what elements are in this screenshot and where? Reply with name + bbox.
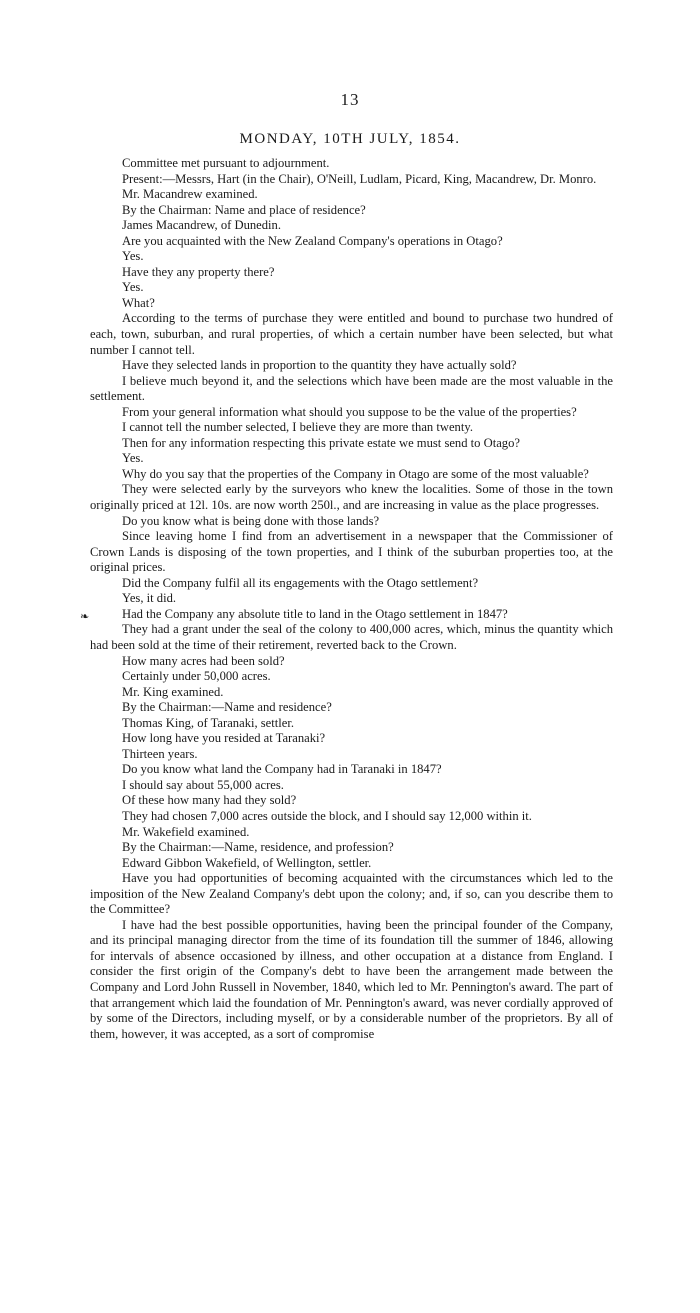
paragraph: Of these how many had they sold? bbox=[122, 793, 297, 808]
paragraph: They had chosen 7,000 acres outside the block, and I should say 12,000 within it. bbox=[122, 808, 532, 823]
paragraph: Have you had opportunities of becoming acquainted with the circumstances which led to the imposition of the New Zealand Company's debt upon the colony; and, if so, can you describe them to the Committee? bbox=[90, 871, 613, 917]
paragraph: Had the Company any absolute title to land in the Otago settlement in 1847? bbox=[122, 606, 508, 621]
paragraph: Then for any information respecting this private estate we must send to Otago? bbox=[122, 435, 520, 450]
margin-mark: ❧ bbox=[80, 611, 90, 623]
paragraph: I cannot tell the number selected, I believe they are more than twenty. bbox=[122, 420, 473, 435]
minutes-body bbox=[90, 156, 613, 1042]
paragraph: By the Chairman:—Name and residence? bbox=[122, 700, 332, 715]
paragraph: They had a grant under the seal of the colony to 400,000 acres, which, minus the quantity which had been sold at the time of their retirement, reverted back to the Crown. bbox=[90, 622, 613, 652]
paragraph: Do you know what is being done with those lands? bbox=[122, 513, 380, 528]
paragraph: Yes. bbox=[122, 249, 144, 264]
paragraph: Present:—Messrs, Hart (in the Chair), O'Neill, Ludlam, Picard, King, Macandrew, Dr. Monro. bbox=[122, 171, 597, 186]
paragraph: Mr. Wakefield examined. bbox=[122, 824, 250, 839]
paragraph: Have they selected lands in proportion to the quantity they have actually sold? bbox=[122, 358, 517, 373]
paragraph: How long have you resided at Taranaki? bbox=[122, 731, 326, 746]
paragraph: Yes. bbox=[122, 280, 144, 295]
paragraph: Yes, it did. bbox=[122, 591, 177, 606]
paragraph: Mr. Macandrew examined. bbox=[122, 187, 258, 202]
paragraph: James Macandrew, of Dunedin. bbox=[122, 218, 282, 233]
paragraph: Yes. bbox=[122, 451, 144, 466]
paragraph: From your general information what should you suppose to be the value of the properties? bbox=[122, 404, 577, 419]
paragraph: Do you know what land the Company had in Taranaki in 1847? bbox=[122, 762, 442, 777]
paragraph: What? bbox=[122, 295, 155, 310]
paragraph: I should say about 55,000 acres. bbox=[122, 777, 284, 792]
paragraph: They were selected early by the surveyors who knew the localities. Some of those in the town originally priced at 12l. 10s. are now worth 250l., and are increasing in value as the place progresses. bbox=[90, 482, 613, 513]
paragraph: I have had the best possible opportunities, having been the principal founder of the Company, and its principal managing director from the time of its foundation till the summer of 1846, allowing for intervals of absence occasioned by illness, and other occupation at a distance from England. I consider the first origin of the Company's debt to have been the arrangement made between the Company and Lord John Russell in November, 1840, which led to Mr. Pennington's award. The part of that arrangement which laid the foundation of Mr. Pennington's award, was never cordially approved of by some of the Directors, including myself, or by a considerable number of the proprietors. By all of them, however, it was accepted, as a sort of compromise bbox=[90, 917, 613, 1041]
paragraph: Mr. King examined. bbox=[122, 684, 224, 699]
paragraph: By the Chairman: Name and place of residence? bbox=[122, 202, 366, 217]
paragraph: Have they any property there? bbox=[122, 264, 275, 279]
paragraph: Certainly under 50,000 acres. bbox=[122, 669, 271, 684]
paragraph: Why do you say that the properties of the Company in Otago are some of the most valuable? bbox=[122, 466, 589, 481]
paragraph: Edward Gibbon Wakefield, of Wellington, settler. bbox=[122, 855, 372, 870]
paragraph: Committee met pursuant to adjournment. bbox=[122, 156, 330, 170]
page-number: 13 bbox=[340, 90, 360, 109]
paragraph: Since leaving home I find from an advertisement in a newspaper that the Commissioner of Crown Lands is disposing of the town properties, and I think of the suburban properties too, at the original prices. bbox=[90, 529, 613, 575]
paragraph: How many acres had been sold? bbox=[122, 653, 285, 668]
paragraph: Thomas King, of Taranaki, settler. bbox=[122, 715, 295, 730]
paragraph: According to the terms of purchase they were entitled and bound to purchase two hundred of each, town, suburban, and rural properties, of which a certain number have been selected, but what number I cannot tell. bbox=[90, 311, 613, 357]
paragraph: Thirteen years. bbox=[122, 746, 198, 761]
paragraph: Are you acquainted with the New Zealand Company's operations in Otago? bbox=[122, 233, 503, 248]
session-heading: MONDAY, 10TH JULY, 1854. bbox=[239, 131, 461, 147]
paragraph: By the Chairman:—Name, residence, and profession? bbox=[122, 840, 394, 855]
paragraph: I believe much beyond it, and the selections which have been made are the most valuable in the settlement. bbox=[90, 373, 613, 404]
paragraph: Did the Company fulfil all its engagements with the Otago settlement? bbox=[122, 575, 479, 590]
